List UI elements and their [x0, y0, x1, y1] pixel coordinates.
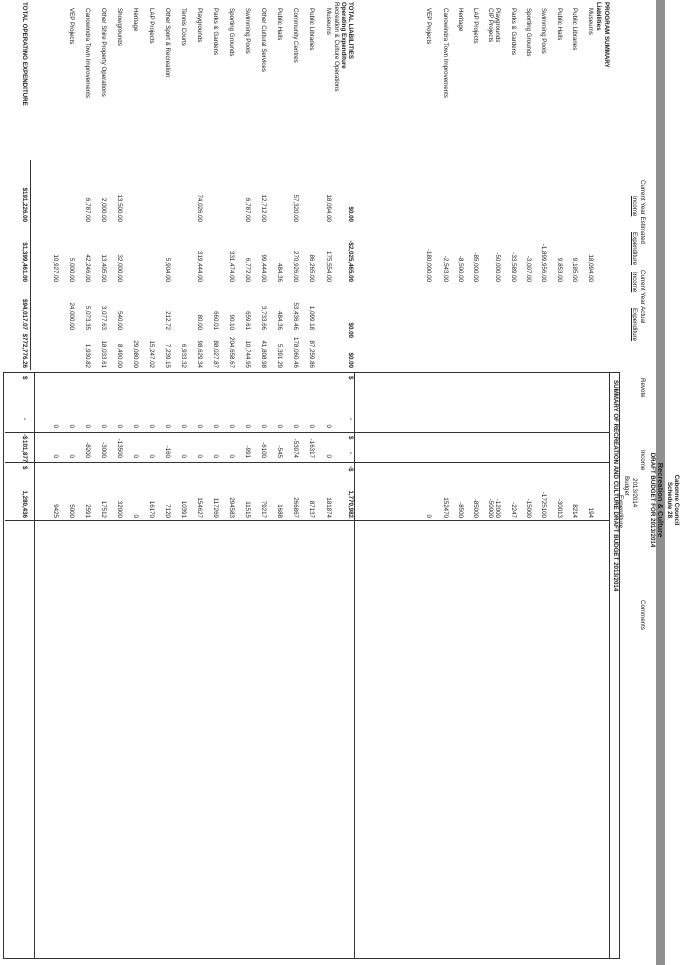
op-row-label: Heritage	[132, 8, 139, 32]
liab-row-cy-est-exp: 9,853.00	[556, 257, 563, 282]
op-row-cy-act-inc: 3,733.66	[260, 305, 267, 330]
liab-row-budget-exp: -2247	[510, 502, 517, 518]
op-row-cy-act-exp: 29,080.00	[132, 340, 139, 368]
liab-row-label: VEP Projects	[425, 8, 432, 45]
op-row-revote: 0	[260, 424, 267, 428]
op-row-budget-inc: 0	[180, 454, 187, 458]
op-row-cy-act-inc: 484.36	[276, 311, 283, 330]
op-row-cy-act-inc: 80.00	[196, 314, 203, 330]
op-row-budget-inc: 0	[325, 454, 332, 458]
op-row-cy-est-exp: 10,927.00	[52, 254, 59, 282]
summary-income: Income	[639, 450, 646, 471]
op-row-label: Public Halls	[276, 8, 283, 41]
op-row-cy-est-inc: 6,787.00	[84, 197, 91, 222]
total-operating-label: TOTAL OPERATING EXPENDITURE	[21, 2, 28, 106]
op-row-revote: 0	[148, 424, 155, 428]
operating-heading: Operating Expenditure	[340, 2, 347, 69]
draft-budget-title: DRAFT BUDGET FOR 2013/2014	[649, 452, 656, 548]
liab-row-label: Canowindra Town Improvements	[442, 8, 449, 98]
total-liab-cee: -$2,025,465.00	[347, 240, 354, 282]
op-row-budget-inc: 0	[196, 454, 203, 458]
op-row-cy-act-exp: 7,239.15	[164, 343, 171, 368]
total-liab-rev: -	[347, 418, 354, 421]
liab-row-budget-exp: -50000	[487, 498, 494, 518]
op-row-label: Other Sport & Recreation	[164, 8, 171, 78]
op-row-cy-act-exp: 178,060.46	[292, 337, 299, 368]
op-row-label: VEP Projects	[68, 8, 75, 45]
op-row-label: LAP Projects	[148, 8, 155, 44]
liab-row-budget-exp: -30013	[556, 498, 563, 518]
total-liabilities-label: TOTAL LIABILITIES	[347, 2, 354, 60]
op-row-budget-inc: -53074	[292, 438, 299, 458]
total-op-rev-sym: $	[21, 376, 28, 380]
op-row-label: Showgrounds	[116, 8, 123, 46]
op-row-revote: 0	[292, 424, 299, 428]
total-liab-cei: $0.00	[347, 206, 354, 222]
op-row-budget-inc: -991	[244, 445, 251, 458]
summary-box	[3, 372, 620, 959]
op-row-cy-est-exp: 484.36	[276, 263, 283, 282]
liab-row-label: Public Halls	[556, 8, 563, 41]
op-row-cy-est-exp: 32,000.00	[116, 254, 123, 282]
op-row-revote: 0	[325, 424, 332, 428]
op-row-cy-est-inc: 74,026.00	[196, 194, 203, 222]
op-row-budget-exp: 11515	[244, 501, 251, 518]
op-row-cy-est-exp: 319,444.00	[196, 251, 203, 282]
op-row-budget-inc: -545	[276, 445, 283, 458]
op-row-cy-act-exp: 87,259.86	[308, 340, 315, 368]
op-row-budget-exp: 7120	[164, 504, 171, 518]
liab-row-label: CIP Projects	[487, 8, 494, 43]
op-row-revote: 0	[132, 424, 139, 428]
op-row-budget-exp: 17512	[100, 500, 107, 518]
total-liab-inc: -	[347, 452, 354, 455]
op-row-budget-exp: 1688	[276, 504, 283, 518]
op-row-budget-exp: 294583	[228, 497, 235, 518]
cy-estimated-header: Current Year Estimated	[639, 180, 646, 244]
op-row-cy-act-exp: 1,930.82	[84, 343, 91, 368]
liab-row-label: Parks & Gardens	[510, 8, 517, 56]
rec-ops-heading: Recreation & Culture Operations	[333, 2, 340, 92]
liab-row-label: Playgrounds	[494, 8, 501, 43]
summary-expenditure: Expenditure	[617, 495, 624, 529]
op-row-cy-est-inc: 13,500.00	[116, 194, 123, 222]
op-row-cy-act-inc: 660.01	[212, 311, 219, 330]
cy-est-expenditure-header: Expenditure	[631, 232, 638, 266]
total-liab-exp: 1,770,982	[347, 490, 354, 518]
op-row-label: Swimming Pools	[244, 8, 251, 54]
op-row-cy-act-exp: 41,808.98	[260, 340, 267, 368]
cy-act-expenditure-header: Expenditure	[631, 308, 638, 342]
op-row-cy-act-exp: 88,027.87	[212, 340, 219, 368]
op-row-cy-est-inc: 2,000.00	[100, 197, 107, 222]
summary-budget: Budget	[623, 476, 630, 496]
op-row-label: Public Libraries	[308, 8, 315, 51]
op-row-label: Tennis Courts	[180, 8, 187, 46]
op-row-revote: 0	[116, 424, 123, 428]
op-row-revote: 0	[228, 424, 235, 428]
op-row-budget-inc: 0	[132, 454, 139, 458]
cy-est-income-header: Income	[631, 196, 638, 217]
op-row-cy-act-inc: 90.10	[228, 314, 235, 330]
op-row-revote: 0	[196, 424, 203, 428]
liab-row-budget-exp: -15000	[525, 498, 532, 518]
op-row-cy-est-exp: 13,405.00	[100, 254, 107, 282]
liab-row-cy-est-exp: 9,185.00	[571, 257, 578, 282]
op-row-budget-inc: -6100	[260, 442, 267, 458]
op-row-budget-inc: -160	[164, 445, 171, 458]
op-row-revote: 0	[244, 424, 251, 428]
total-liab-cai: $0.00	[347, 322, 354, 338]
liab-row-budget-exp: 0	[425, 514, 432, 518]
op-row-budget-exp: 2591	[84, 504, 91, 518]
op-row-budget-exp: 5000	[68, 504, 75, 518]
op-row-budget-inc: -8200	[84, 442, 91, 458]
op-row-budget-inc: 0	[212, 454, 219, 458]
op-row-cy-est-exp: 5,000.00	[68, 257, 75, 282]
op-row-cy-est-exp: 175,554.00	[325, 251, 332, 282]
total-op-exp-sym: $	[21, 466, 28, 470]
op-row-revote: 0	[308, 424, 315, 428]
op-row-label: Community Centres	[292, 8, 299, 63]
total-op-cei: $191,226.00	[21, 187, 28, 222]
op-row-cy-act-inc: 212.72	[164, 311, 171, 330]
op-row-cy-act-exp: 204,658.67	[228, 337, 235, 368]
op-row-label: Canowindra Town Improvements	[84, 8, 91, 98]
total-liab-exp-sym: -$	[347, 466, 354, 472]
total-liab-inc-sym: $	[347, 436, 354, 440]
op-row-cy-est-exp: 99,444.00	[260, 254, 267, 282]
op-row-cy-est-inc: 18,094.00	[325, 194, 332, 222]
op-row-budget-inc: -3000	[100, 442, 107, 458]
liabilities-heading: Liabilities	[595, 2, 602, 31]
op-row-budget-exp: 10391	[180, 500, 187, 518]
liab-row-cy-est-exp: -2,543.00	[442, 255, 449, 282]
liab-row-cy-est-exp: -85,000.00	[472, 252, 479, 282]
op-row-cy-act-inc: 1,099.18	[308, 305, 315, 330]
liab-row-label: Heritage	[457, 8, 464, 32]
liab-row-budget-exp: 194	[587, 507, 594, 518]
op-row-budget-exp: 16170	[148, 500, 155, 518]
liab-row-cy-est-exp: -33,589.00	[510, 252, 517, 282]
cy-actual-header: Current Year Actual	[639, 270, 646, 324]
op-row-budget-exp: 154627	[196, 497, 203, 518]
op-row-cy-est-exp: 270,926.00	[292, 251, 299, 282]
liab-row-budget-exp: -85000	[472, 498, 479, 518]
total-op-inc-sym: -$	[21, 434, 28, 440]
schedule-number: Schedule 28	[666, 481, 673, 519]
op-row-cy-act-inc: 5,073.35	[84, 305, 91, 330]
op-row-cy-est-exp: 6,772.00	[244, 257, 251, 282]
liab-row-label: Museums	[587, 8, 594, 35]
liab-row-budget-exp: -12000	[494, 498, 501, 518]
liab-row-cy-est-exp: -1,899,956.00	[540, 243, 547, 282]
program-summary-title: PROGRAM SUMMARY	[603, 2, 610, 68]
total-op-cee: $1,399,461.00	[21, 242, 28, 282]
liab-row-cy-est-exp: -50,000.00	[494, 252, 501, 282]
total-op-rev: -	[21, 418, 28, 421]
op-row-label: Playgrounds	[196, 8, 203, 43]
op-row-cy-est-inc: 57,320.00	[292, 194, 299, 222]
liab-row-budget-exp: 8214	[571, 504, 578, 518]
op-row-cy-est-exp: 331,474.00	[228, 251, 235, 282]
liab-row-cy-est-exp: -8,500.00	[457, 255, 464, 282]
op-row-revote: 0	[68, 424, 75, 428]
op-row-budget-exp: 266867	[292, 497, 299, 518]
liab-row-budget-exp: -8500	[457, 502, 464, 518]
liab-row-label: Swimming Pools	[540, 8, 547, 54]
total-op-exp: 1,280,436	[21, 490, 28, 518]
op-row-label: Sporting Grounds	[228, 8, 235, 57]
summary-comments: Comments	[639, 600, 646, 630]
op-row-revote: 0	[84, 424, 91, 428]
op-row-budget-inc: 0	[148, 454, 155, 458]
op-row-revote: 0	[212, 424, 219, 428]
total-liab-rev-sym: $	[347, 376, 354, 380]
op-row-budget-inc: -13500	[116, 438, 123, 458]
total-liab-cae: $0.00	[347, 352, 354, 368]
liab-row-cy-est-exp: 18,094.00	[587, 254, 594, 282]
liab-row-budget-exp: 152470	[442, 497, 449, 518]
op-row-cy-act-exp: 10,744.95	[244, 340, 251, 368]
liab-row-cy-est-exp: -180,000.00	[425, 248, 432, 282]
summary-title: SUMMARY OF RECREATION AND CULTURE DRAFT BUDGET 2013/2014	[612, 380, 619, 592]
op-row-cy-act-exp: 6,933.32	[180, 343, 187, 368]
liab-row-label: LAP Projects	[472, 8, 479, 44]
council-name: Cabonne Council	[673, 474, 680, 526]
op-row-cy-act-exp: 5,391.29	[276, 343, 283, 368]
band-title: Recreation & Culture	[656, 462, 665, 538]
total-op-inc: 101,877	[21, 440, 28, 463]
op-row-cy-act-inc: 659.61	[244, 311, 251, 330]
op-row-revote: 0	[164, 424, 171, 428]
total-op-cai: $94,017.07	[21, 299, 28, 330]
liab-row-label: Public Libraries	[571, 8, 578, 51]
op-row-cy-act-exp: 15,247.02	[148, 340, 155, 368]
liab-row-budget-exp: -1725100	[540, 491, 547, 518]
op-row-cy-act-inc: 24,000.00	[68, 302, 75, 330]
op-row-budget-exp: 87137	[308, 500, 315, 518]
op-row-budget-exp: 181874	[325, 497, 332, 518]
summary-year: 2013/2014	[631, 478, 638, 508]
op-row-cy-est-inc: 6,787.00	[244, 197, 251, 222]
cy-act-income-header: Income	[631, 272, 638, 293]
op-row-cy-act-inc: 53,436.46	[292, 302, 299, 330]
op-row-budget-exp: 117269	[212, 497, 219, 518]
op-row-budget-inc: 0	[52, 454, 59, 458]
op-row-budget-inc: -16317	[308, 438, 315, 458]
op-row-cy-act-inc: 540.00	[116, 311, 123, 330]
op-row-label: Museums	[325, 8, 332, 35]
op-row-revote: 0	[276, 424, 283, 428]
op-row-revote: 0	[100, 424, 107, 428]
op-row-cy-est-inc: 12,712.00	[260, 194, 267, 222]
total-op-cae: $772,776.26	[21, 333, 28, 368]
op-row-cy-act-exp: 98,629.34	[196, 340, 203, 368]
op-row-cy-est-exp: 5,904.00	[164, 257, 171, 282]
op-row-cy-act-exp: 18,033.61	[100, 340, 107, 368]
op-row-revote: 0	[180, 424, 187, 428]
liab-row-label: Sporting Grounds	[525, 8, 532, 57]
op-row-label: Other Shire Property Operations	[100, 8, 107, 97]
op-row-cy-act-exp: 8,490.00	[116, 343, 123, 368]
op-row-budget-exp: 9425	[52, 504, 59, 518]
op-row-cy-est-exp: 86,265.00	[308, 254, 315, 282]
liab-row-cy-est-exp: -3,007.00	[525, 255, 532, 282]
op-row-cy-est-exp: 42,246.00	[84, 254, 91, 282]
op-row-label: Parks & Gardens	[212, 8, 219, 56]
op-row-budget-inc: 0	[68, 454, 75, 458]
op-row-budget-exp: 79217	[260, 500, 267, 518]
summary-revote: Revote	[639, 378, 646, 398]
op-row-revote: 0	[52, 424, 59, 428]
op-row-budget-exp: 32000	[116, 500, 123, 518]
op-row-budget-inc: 0	[228, 454, 235, 458]
op-row-label: Other Cultural Services	[260, 8, 267, 72]
op-row-budget-exp: 0	[132, 514, 139, 518]
op-row-cy-act-inc: 3,077.63	[100, 305, 107, 330]
